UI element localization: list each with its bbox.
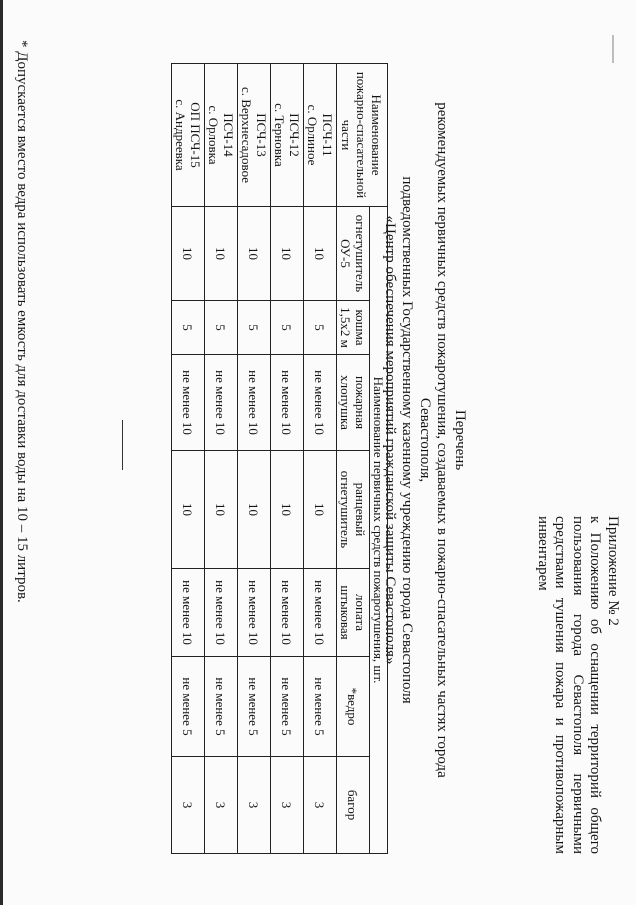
cell-bucket: не менее 5 (304, 657, 337, 757)
unit-name: ПСЧ-12 (287, 113, 302, 157)
unit-place: с. Терновка (272, 103, 287, 167)
cell-fire-beater: не менее 10 (205, 355, 238, 451)
appendix-text: к Положению об оснащении территорий общего пользования города Севастополя первичными средствами тушения пожара и противопожарным инвентарем (535, 516, 604, 854)
cell-backpack-extinguisher: 10 (238, 451, 271, 569)
cell-bucket: не менее 5 (205, 657, 238, 757)
cell-extinguisher: 10 (205, 207, 238, 301)
unit-place: с. Орлиное (305, 104, 320, 166)
cell-fire-beater: не менее 10 (238, 355, 271, 451)
cell-extinguisher: 10 (271, 207, 304, 301)
appendix-block (534, 516, 622, 854)
header-backpack-extinguisher: ранцевый огнетушитель (337, 451, 370, 569)
title-line-1: рекомендуемых первичных средств пожаротушения, создаваемых в пожарно-спасательных частях города Севастополя, (417, 102, 451, 778)
table-row (271, 64, 304, 854)
unit-name: ПСЧ-14 (221, 113, 236, 157)
cell-backpack-extinguisher: 10 (205, 451, 238, 569)
equipment-table (171, 63, 388, 854)
row-unit (238, 64, 271, 207)
cell-shovel: не менее 10 (304, 569, 337, 657)
cell-blanket: 5 (271, 301, 304, 355)
unit-place: с. Андреевка (173, 99, 188, 171)
table-row (238, 64, 271, 854)
cell-hook: 3 (205, 757, 238, 854)
row-unit (271, 64, 304, 207)
header-equipment-group: Наименование первичных средств пожаротушения, шт. (370, 207, 388, 854)
row-unit (172, 64, 205, 207)
cell-blanket: 5 (205, 301, 238, 355)
cell-extinguisher: 10 (172, 207, 205, 301)
header-shovel: лопата штыковая (337, 569, 370, 657)
cell-fire-beater: не менее 10 (172, 355, 205, 451)
cell-blanket: 5 (238, 301, 271, 355)
cell-hook: 3 (172, 757, 205, 854)
cell-blanket: 5 (172, 301, 205, 355)
cell-extinguisher: 10 (304, 207, 337, 301)
cell-shovel: не менее 10 (205, 569, 238, 657)
unit-name: ОП ПСЧ-15 (188, 102, 203, 168)
cell-hook: 3 (271, 757, 304, 854)
header-hook: багор (337, 757, 370, 854)
unit-name: ПСЧ-13 (254, 113, 269, 157)
title-line-3: «Центр обеспечения мероприятий гражданской защиты Севастополя» (382, 215, 398, 665)
title-line-2: подведомственных Государственному казенному учреждению города Севастополя (399, 176, 416, 704)
cell-shovel: не менее 10 (271, 569, 304, 657)
cell-backpack-extinguisher: 10 (304, 451, 337, 569)
divider-line (122, 420, 123, 470)
cell-fire-beater: не менее 10 (304, 355, 337, 451)
unit-place: с. Орловка (206, 105, 221, 165)
cell-shovel: не менее 10 (238, 569, 271, 657)
header-unit-name: Наименование пожарно-спасательной части (337, 64, 388, 207)
title-word: Перечень (452, 409, 468, 471)
cell-backpack-extinguisher: 10 (271, 451, 304, 569)
appendix-number: Приложение № 2 (605, 516, 621, 626)
cell-blanket: 5 (304, 301, 337, 355)
table-row (205, 64, 238, 854)
row-unit (304, 64, 337, 207)
cell-bucket: не менее 5 (238, 657, 271, 757)
header-blanket: кошма 1,5х2 м (337, 301, 370, 355)
header-extinguisher: огнетушитель ОУ-5 (337, 207, 370, 301)
header-fire-beater: пожарная хлопушка (337, 355, 370, 451)
cell-backpack-extinguisher: 10 (172, 451, 205, 569)
footnote: * Допускается вместо ведра использовать емкость для доставки воды на 10 – 15 литров. (14, 40, 30, 603)
cell-bucket: не менее 5 (172, 657, 205, 757)
table-row (172, 64, 205, 854)
unit-place: с. Верхнесадовое (239, 86, 254, 184)
unit-name: ПСЧ-11 (320, 113, 335, 157)
header-bucket: *ведро (337, 657, 370, 757)
row-unit (205, 64, 238, 207)
document-title (381, 60, 469, 820)
cell-fire-beater: не менее 10 (271, 355, 304, 451)
cell-hook: 3 (238, 757, 271, 854)
cell-hook: 3 (304, 757, 337, 854)
table-row (304, 64, 337, 854)
cell-extinguisher: 10 (238, 207, 271, 301)
cell-bucket: не менее 5 (271, 657, 304, 757)
cell-shovel: не менее 10 (172, 569, 205, 657)
